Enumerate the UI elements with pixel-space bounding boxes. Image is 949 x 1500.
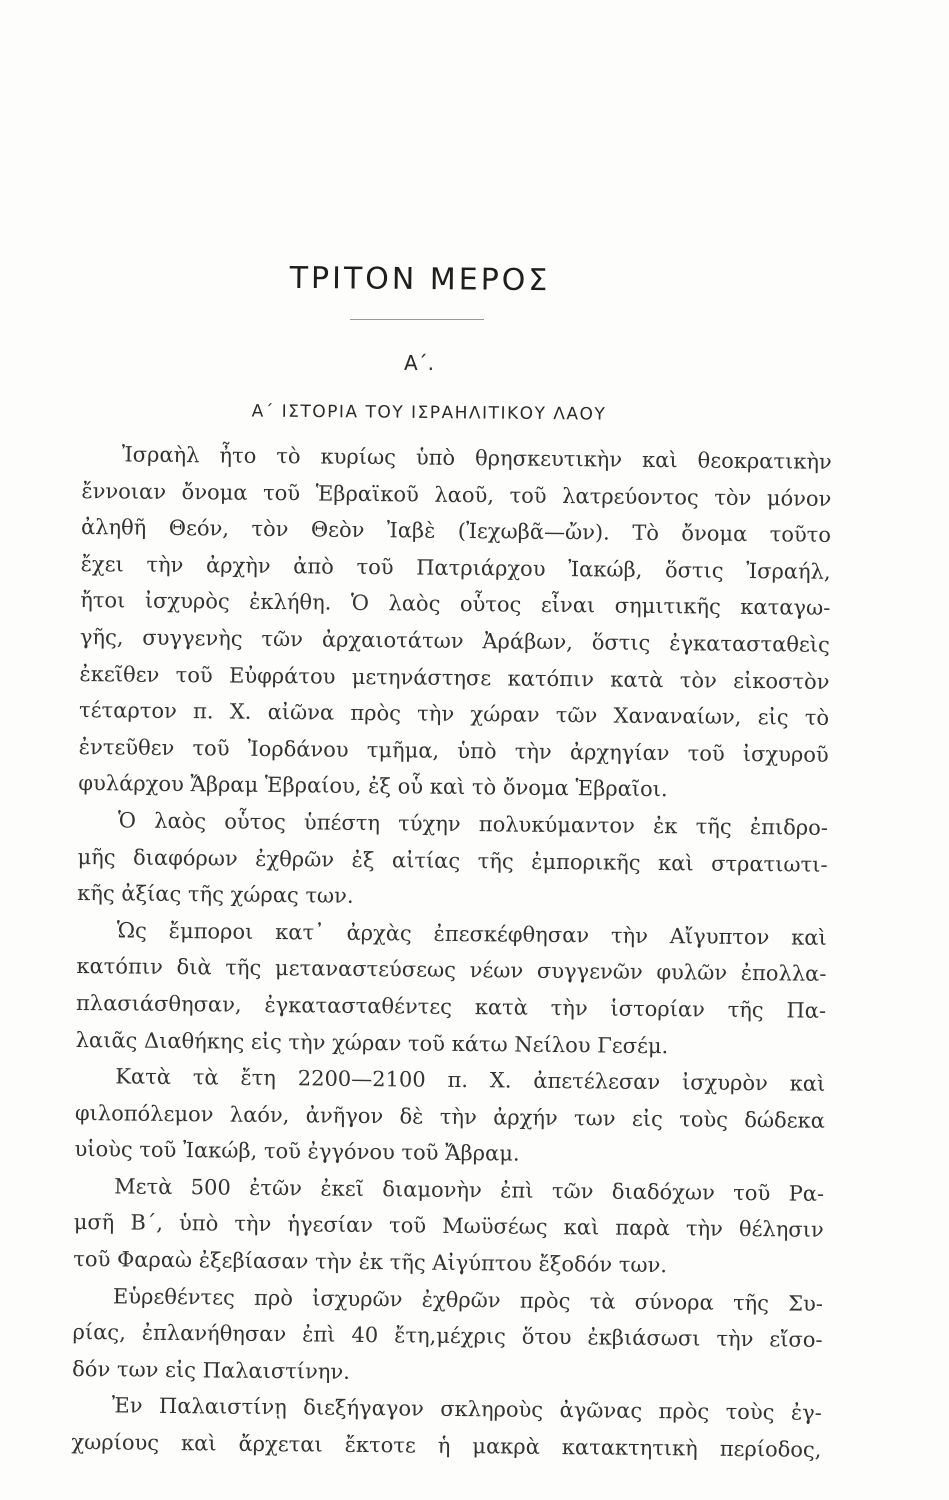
chapter-title: Α΄ ΙΣΤΟΡΙΑ ΤΟΥ ΙΣΡΑΗΛΙΤΙΚΟΥ ΛΑΟΥ bbox=[251, 401, 607, 425]
text-line: Κατὰ τὰ ἔτη 2200—2100 π. Χ. ἀπετέλεσαν ἰσχυρὸν καὶ bbox=[115, 1064, 826, 1096]
text-line: Ὁ λαὸς οὗτος ὑπέστη τύχην πολυκύμαντον ἐκ τῆς ἐπιδρο- bbox=[117, 808, 829, 840]
chapter-number: Α΄. bbox=[403, 351, 435, 375]
text-line: ρίας, ἐπλανήθησαν ἐπὶ 40 ἔτη,μέχρις ὅτου ἐκβιάσωσι τὴν εἴσο- bbox=[72, 1320, 823, 1353]
text-line: τέταρτον π. Χ. αἰῶνα πρὸς τὴν χώραν τῶν Χαναναίων, εἰς τὸ bbox=[79, 698, 830, 730]
part-title: ΤΡΙΤΟΝ ΜΕΡΟΣ bbox=[289, 260, 551, 299]
text-line: φυλάρχου Ἄβραμ Ἑβραίου, ἐξ οὗ καὶ τὸ ὄνομα Ἑβραῖοι. bbox=[78, 771, 668, 802]
text-line: Εὑρεθέντες πρὸ ἰσχυρῶν ἐχθρῶν πρὸς τὰ σύνορα τῆς Συ- bbox=[112, 1284, 824, 1316]
text-line: Μετὰ 500 ἐτῶν ἐκεῖ διαμονὴν ἐπὶ τῶν διαδόχων τοῦ Ρα- bbox=[114, 1174, 825, 1206]
text-line: μσῆ Β΄, ὑπὸ τὴν ἡγεσίαν τοῦ Μωϋσέως καὶ παρὰ τὴν θέλησιν bbox=[73, 1210, 824, 1243]
text-line: ἀληθῆ Θεόν, τὸν Θεὸν Ἰαβὲ (Ἰεχωβᾶ—ὤν). Τὸ ὄνομα τοῦτο bbox=[80, 515, 832, 548]
text-line: λαιᾶς Διαθήκης εἰς τὴν χώραν τοῦ κάτω Νείλου Γεσέμ. bbox=[75, 1027, 669, 1058]
text-line: Ἐν Παλαιστίνῃ διεξήγαγον σκληροὺς ἀγῶνας πρὸς τοὺς ἐγ- bbox=[111, 1393, 822, 1426]
title-divider bbox=[350, 319, 484, 320]
text-line: Ὡς ἔμποροι κατ᾽ ἀρχὰς ἐπεσκέφθησαν τὴν Αἴγυπτον καὶ bbox=[116, 918, 827, 950]
text-line: δόν των εἰς Παλαιστίνην. bbox=[72, 1356, 350, 1384]
text-line: ἐκεῖθεν τοῦ Εὐφράτου μετηνάστησε κατόπιν κατὰ τὸν εἰκοστὸν bbox=[79, 661, 830, 694]
body-text bbox=[71, 436, 832, 1468]
text-line: μῆς διαφόρων ἐχθρῶν ἐξ αἰτίας τῆς ἐμπορικῆς καὶ στρατιωτι- bbox=[77, 844, 828, 877]
text-line: κῆς ἀξίας τῆς χώρας των. bbox=[77, 881, 354, 908]
text-line: πλασιάσθησαν, ἐγκατασταθέντες κατὰ τὴν ἱστορίαν τῆς Πα- bbox=[75, 990, 827, 1023]
text-line: κατόπιν διὰ τῆς μεταναστεύσεως νέων συγγενῶν φυλῶν ἐπολλα- bbox=[76, 954, 827, 987]
text-line: φιλοπόλεμον λαόν, ἀνῆγον δὲ τὴν ἀρχήν των εἰς τοὺς δώδεκα bbox=[74, 1100, 825, 1133]
text-line: υἱοὺς τοῦ Ἰακώβ, τοῦ ἐγγόνου τοῦ Ἄβραμ. bbox=[74, 1137, 520, 1166]
text-line: Ἰσραὴλ ἦτο τὸ κυρίως ὑπὸ θρησκευτικὴν καὶ θεοκρατικὴν bbox=[121, 442, 832, 474]
text-line: γῆς, συγγενὴς τῶν ἀρχαιοτάτων Ἀράβων, ὅστις ἐγκατασταθεὶς bbox=[79, 624, 830, 657]
text-line: ἔννοιαν ὄνομα τοῦ Ἑβραϊκοῦ λαοῦ, τοῦ λατρεύοντος τὸν μόνον bbox=[81, 478, 832, 511]
text-line: τοῦ Φαραὼ ἐξεβίασαν τὴν ἐκ τῆς Αἰγύπτου ἔξοδόν των. bbox=[73, 1247, 668, 1278]
text-line: ἔχει τὴν ἀρχὴν ἀπὸ τοῦ Πατριάρχου Ἰακώβ, ὅστις Ἰσραήλ, bbox=[80, 551, 831, 584]
text-line: ἤτοι ἰσχυρὸς ἐκλήθη. Ὁ λαὸς οὗτος εἶναι σημιτικῆς καταγω- bbox=[80, 588, 831, 621]
text-line: χωρίους καὶ ἄρχεται ἔκτοτε ἡ μακρὰ κατακτητικὴ περίοδος, bbox=[71, 1429, 822, 1462]
text-line: ἐντεῦθεν τοῦ Ἰορδάνου τμῆμα, ὑπὸ τὴν ἀρχηγίαν τοῦ ἰσχυροῦ bbox=[78, 734, 829, 767]
